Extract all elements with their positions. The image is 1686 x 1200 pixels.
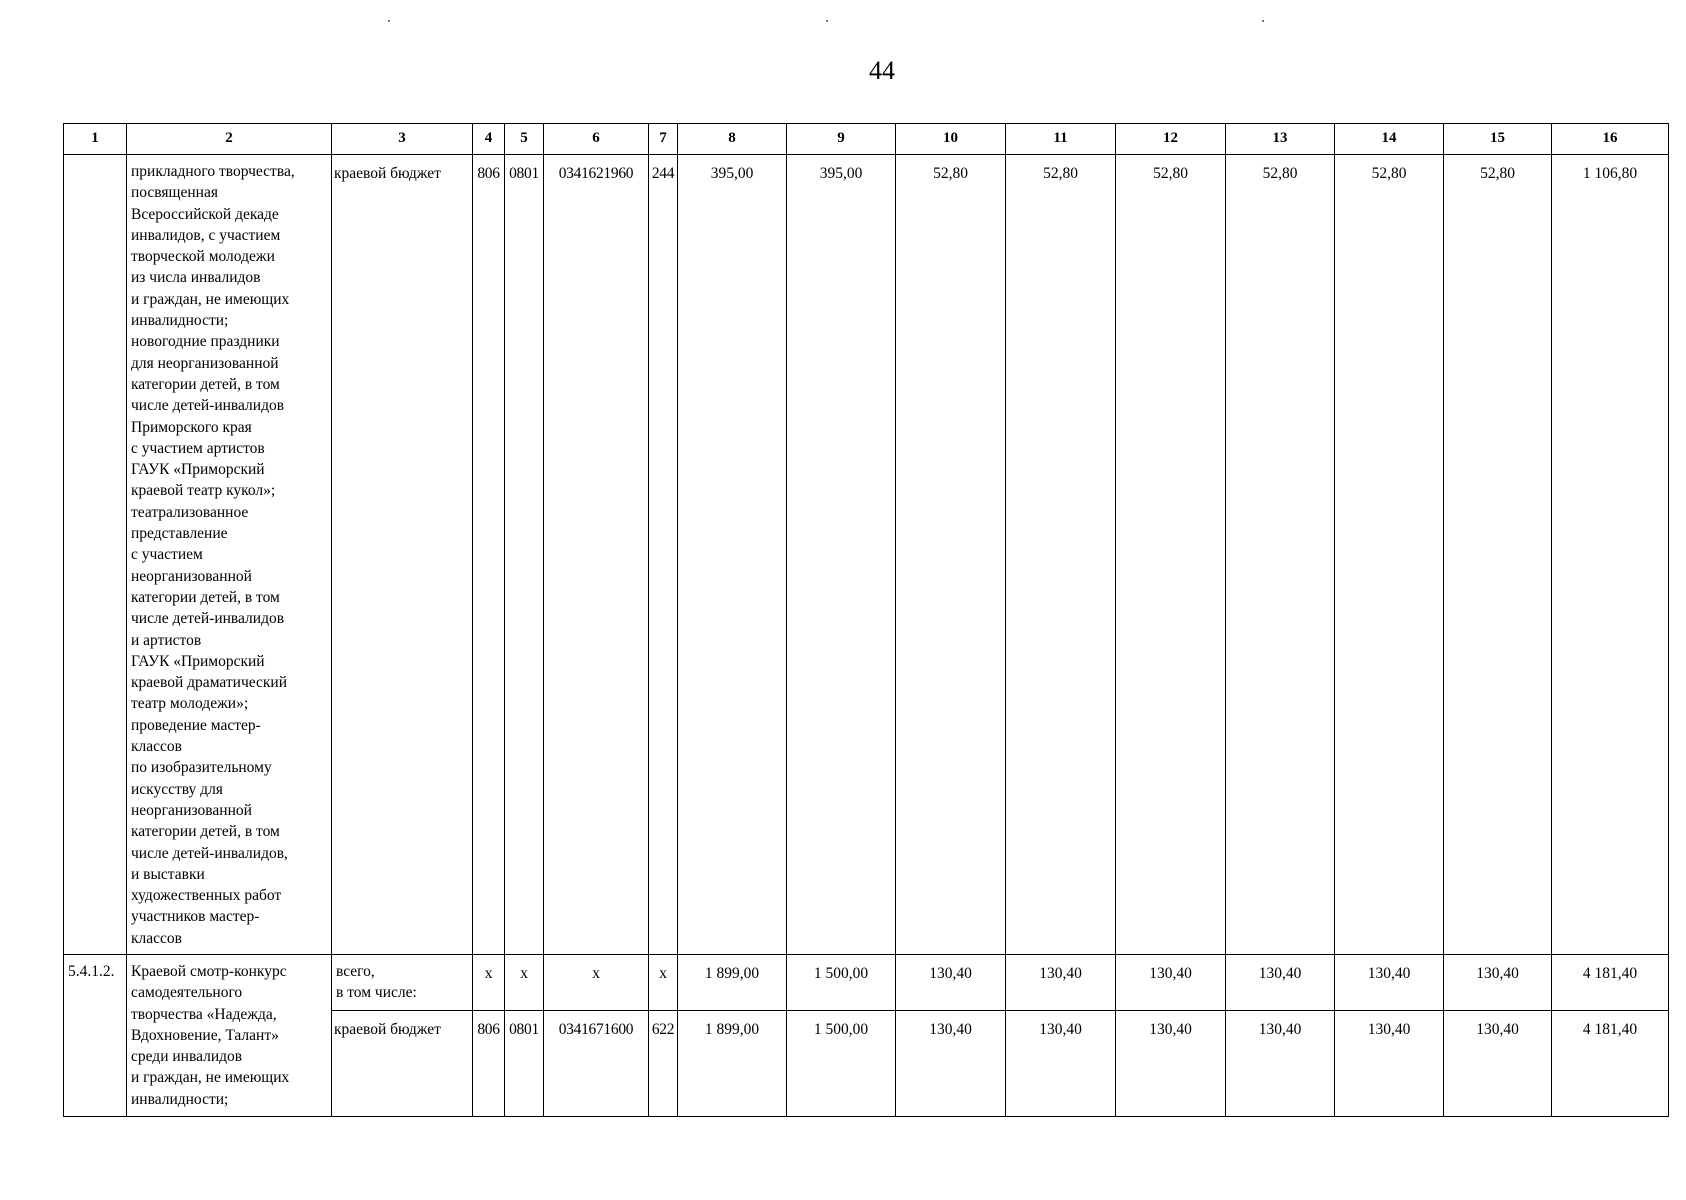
header-cell: 8 (678, 124, 787, 155)
text-line: искусству для (131, 780, 223, 798)
text-line: с участием (131, 546, 203, 564)
value-cell: 130,40 (1444, 955, 1552, 1011)
text-line: художественных работ (131, 887, 282, 905)
text-line: классов (131, 738, 182, 756)
text-line: среди инвалидов (131, 1048, 243, 1066)
funding-source-cell: краевой бюджет (332, 155, 473, 955)
measure-name-lines (131, 961, 328, 1110)
value-cell: 52,80 (1444, 155, 1552, 955)
row-number-cell (64, 155, 127, 955)
value-cell: 1 500,00 (787, 955, 896, 1011)
code-cell-expense-type: 244 (649, 155, 678, 955)
code-cell-section: 0801 (505, 155, 544, 955)
scan-speck (826, 20, 828, 22)
text-line: и граждан, не имеющих (131, 290, 290, 308)
table-header-row (64, 124, 1669, 155)
value-cell: 52,80 (1116, 155, 1226, 955)
value-cell: 130,40 (1226, 1011, 1335, 1117)
value-cell: 130,40 (1335, 1011, 1444, 1117)
text-line: инвалидности; (131, 312, 229, 330)
text-line: в том числе: (336, 984, 417, 1002)
text-line: краевой театр кукол»; (131, 482, 276, 500)
code-cell-expense-type: x (649, 955, 678, 1011)
text-line: числе детей-инвалидов (131, 397, 285, 415)
code-cell-grbs: 806 (473, 155, 505, 955)
value-cell: 395,00 (787, 155, 896, 955)
value-cell: 130,40 (1226, 955, 1335, 1011)
code-cell-section: 0801 (505, 1011, 544, 1117)
funding-source-lines (336, 961, 469, 1004)
text-line: посвященная (131, 184, 218, 202)
code-cell-section: x (505, 955, 544, 1011)
value-cell: 52,80 (1006, 155, 1116, 955)
value-cell: 130,40 (1335, 955, 1444, 1011)
text-line: с участием артистов (131, 439, 265, 457)
total-value-cell: 1 106,80 (1552, 155, 1669, 955)
header-cell: 2 (127, 124, 332, 155)
code-cell-target: 0341671600 (544, 1011, 649, 1117)
measure-name-cell (127, 155, 332, 955)
table-row (64, 955, 1669, 1011)
text-line: инвалидности; (131, 1090, 229, 1108)
text-line: и артистов (131, 631, 202, 649)
text-line: всего, (336, 963, 375, 980)
row-number-cell: 5.4.1.2. (64, 955, 127, 1117)
text-line: представление (131, 525, 228, 543)
text-line: новогодние праздники (131, 333, 280, 351)
header-cell: 3 (332, 124, 473, 155)
value-cell: 130,40 (1116, 955, 1226, 1011)
header-cell: 9 (787, 124, 896, 155)
value-cell: 395,00 (678, 155, 787, 955)
text-line: ГАУК «Приморский (131, 652, 265, 670)
text-line: участников мастер- (131, 908, 260, 926)
text-line: из числа инвалидов (131, 269, 261, 287)
value-cell: 130,40 (1006, 1011, 1116, 1117)
table-row (64, 155, 1669, 955)
text-line: Вдохновение, Талант» (131, 1026, 279, 1044)
measure-name-lines (131, 161, 328, 949)
header-cell: 11 (1006, 124, 1116, 155)
text-line: проведение мастер- (131, 716, 261, 734)
value-cell: 130,40 (1006, 955, 1116, 1011)
text-line: классов (131, 929, 182, 947)
code-cell-expense-type: 622 (649, 1011, 678, 1117)
funding-source-cell (332, 955, 473, 1011)
value-cell: 1 500,00 (787, 1011, 896, 1117)
text-line: самодеятельного (131, 984, 243, 1002)
code-cell-target: x (544, 955, 649, 1011)
text-line: Приморского края (131, 418, 252, 436)
header-cell: 12 (1116, 124, 1226, 155)
header-cell: 15 (1444, 124, 1552, 155)
value-cell: 1 899,00 (678, 1011, 787, 1117)
header-cell: 13 (1226, 124, 1335, 155)
total-value-cell: 4 181,40 (1552, 1011, 1669, 1117)
scan-speck (388, 20, 390, 22)
funding-source-cell: краевой бюджет (332, 1011, 473, 1117)
text-line: категории детей, в том (131, 375, 280, 393)
budget-table (63, 123, 1669, 1117)
text-line: и граждан, не имеющих (131, 1069, 290, 1087)
text-line: театрализованное (131, 503, 249, 521)
text-line: Краевой смотр-конкурс (131, 963, 287, 980)
text-line: для неорганизованной (131, 354, 279, 372)
header-cell: 14 (1335, 124, 1444, 155)
header-cell: 4 (473, 124, 505, 155)
header-cell: 10 (896, 124, 1006, 155)
header-cell: 7 (649, 124, 678, 155)
page-number: 44 (869, 56, 895, 85)
text-line: категории детей, в том (131, 588, 280, 606)
text-line: инвалидов, с участием (131, 226, 281, 244)
text-line: неорганизованной (131, 567, 252, 585)
measure-name-cell (127, 955, 332, 1117)
text-line: творческой молодежи (131, 248, 275, 266)
text-line: числе детей-инвалидов (131, 610, 285, 628)
text-line: краевой драматический (131, 674, 287, 692)
value-cell: 130,40 (1444, 1011, 1552, 1117)
value-cell: 52,80 (1226, 155, 1335, 955)
header-cell: 6 (544, 124, 649, 155)
header-cell: 5 (505, 124, 544, 155)
header-cell: 16 (1552, 124, 1669, 155)
text-line: и выставки (131, 865, 205, 883)
value-cell: 52,80 (1335, 155, 1444, 955)
text-line: категории детей, в том (131, 823, 280, 841)
code-cell-grbs: x (473, 955, 505, 1011)
header-cell: 1 (64, 124, 127, 155)
code-cell-grbs: 806 (473, 1011, 505, 1117)
text-line: прикладного творчества, (131, 163, 295, 180)
text-line: ГАУК «Приморский (131, 461, 265, 479)
text-line: неорганизованной (131, 801, 252, 819)
code-cell-target: 0341621960 (544, 155, 649, 955)
total-value-cell: 4 181,40 (1552, 955, 1669, 1011)
text-line: по изобразительному (131, 759, 272, 777)
text-line: творчества «Надежда, (131, 1005, 277, 1023)
value-cell: 52,80 (896, 155, 1006, 955)
text-line: театр молодежи»; (131, 695, 249, 713)
scan-speck (1262, 20, 1264, 22)
text-line: числе детей-инвалидов, (131, 844, 288, 862)
value-cell: 130,40 (896, 1011, 1006, 1117)
value-cell: 1 899,00 (678, 955, 787, 1011)
value-cell: 130,40 (896, 955, 1006, 1011)
text-line: Всероссийской декаде (131, 205, 279, 223)
value-cell: 130,40 (1116, 1011, 1226, 1117)
